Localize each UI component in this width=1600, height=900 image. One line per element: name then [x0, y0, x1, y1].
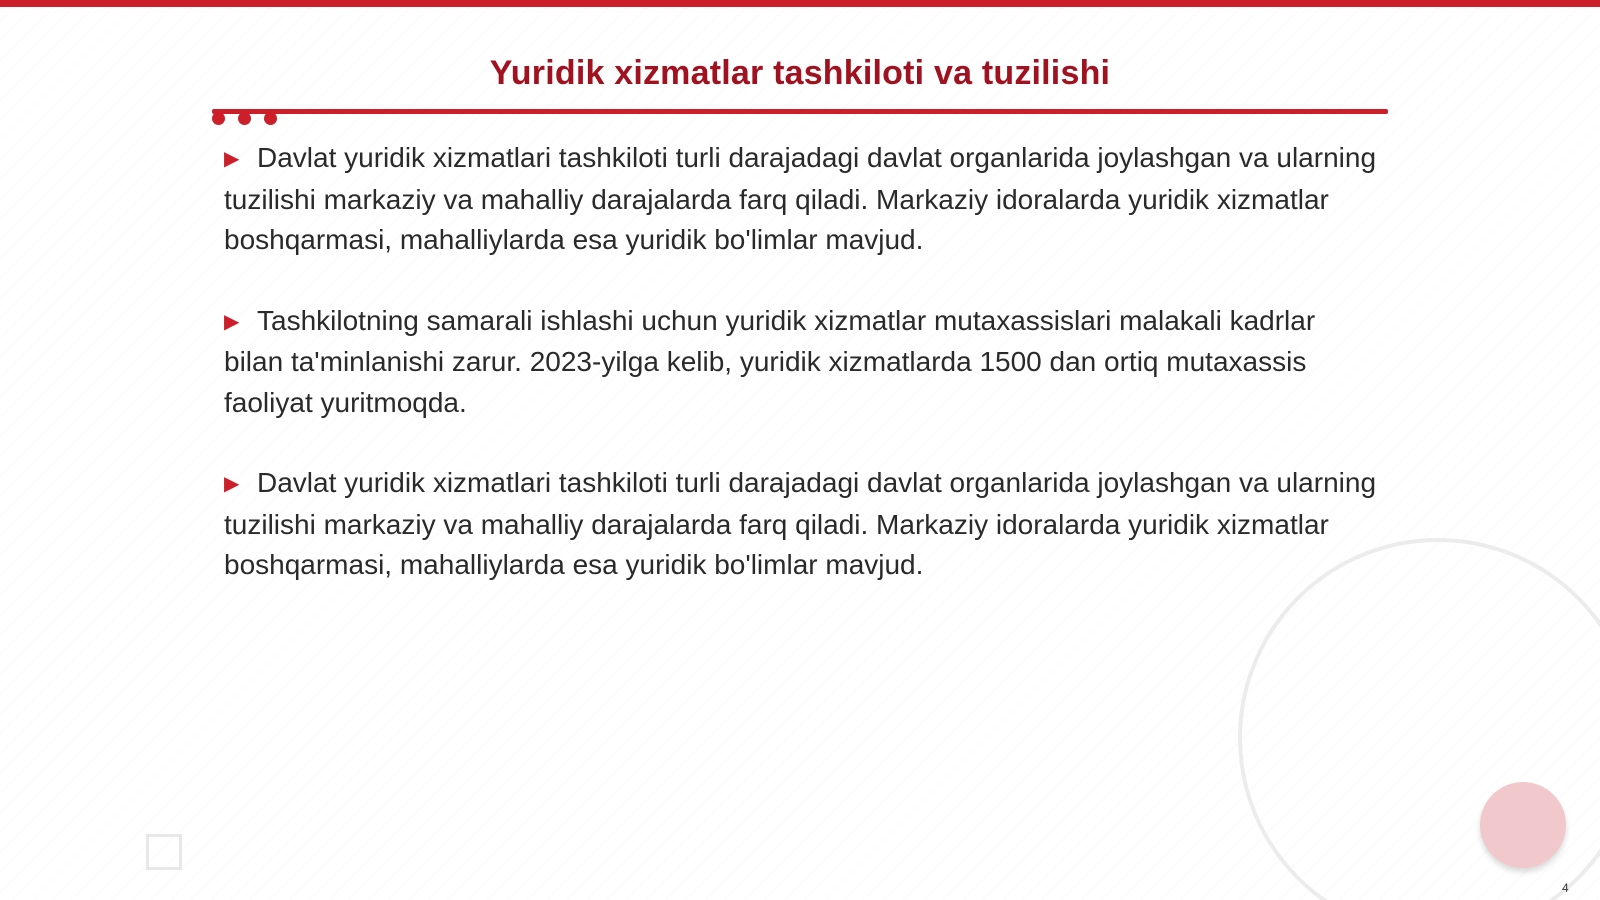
top-accent-bar: [0, 0, 1600, 7]
slide-title: Yuridik xizmatlar tashkiloti va tuzilishi: [489, 54, 1111, 92]
decor-dot: [212, 112, 225, 125]
decor-dot: [264, 112, 277, 125]
bullet-text: Tashkilotning samarali ishlashi uchun yuridik xizmatlar mutaxassislari malakali kadrlar bilan ta'minlanishi zarur. 2023-yilga kelib, yuridik xizmatlarda 1500 dan ortiq mutaxassis faoliyat yuritmoqda.: [224, 304, 1316, 418]
bullet-list: [224, 138, 1376, 626]
bullet-item: [224, 463, 1376, 586]
bullet-item: [224, 301, 1376, 424]
decor-dot: [238, 112, 251, 125]
triangle-right-icon: ▶: [224, 473, 240, 495]
title-underline: [212, 109, 1388, 114]
decor-square-outline: [146, 834, 182, 870]
page-number: 4: [1562, 881, 1569, 895]
triangle-right-icon: ▶: [224, 310, 240, 333]
bullet-text: Davlat yuridik xizmatlari tashkiloti turli darajadagi davlat organlarida joylashgan va ularning tuzilishi markaziy va mahalliy darajalarda farq qiladi. Markaziy idoralarda yuridik xizmatlar boshqarmasi, mahalliylarda esa yuridik bo'limlar mavjud.: [224, 467, 1377, 580]
bullet-item: [224, 138, 1376, 261]
decor-pink-circle: [1480, 782, 1566, 868]
bullet-text: Davlat yuridik xizmatlari tashkiloti turli darajadagi davlat organlarida joylashgan va ularning tuzilishi markaziy va mahalliy darajalarda farq qiladi. Markaziy idoralarda yuridik xizmatlar boshqarmasi, mahalliylarda esa yuridik bo'limlar mavjud.: [224, 142, 1377, 255]
triangle-right-icon: ▶: [224, 148, 240, 170]
